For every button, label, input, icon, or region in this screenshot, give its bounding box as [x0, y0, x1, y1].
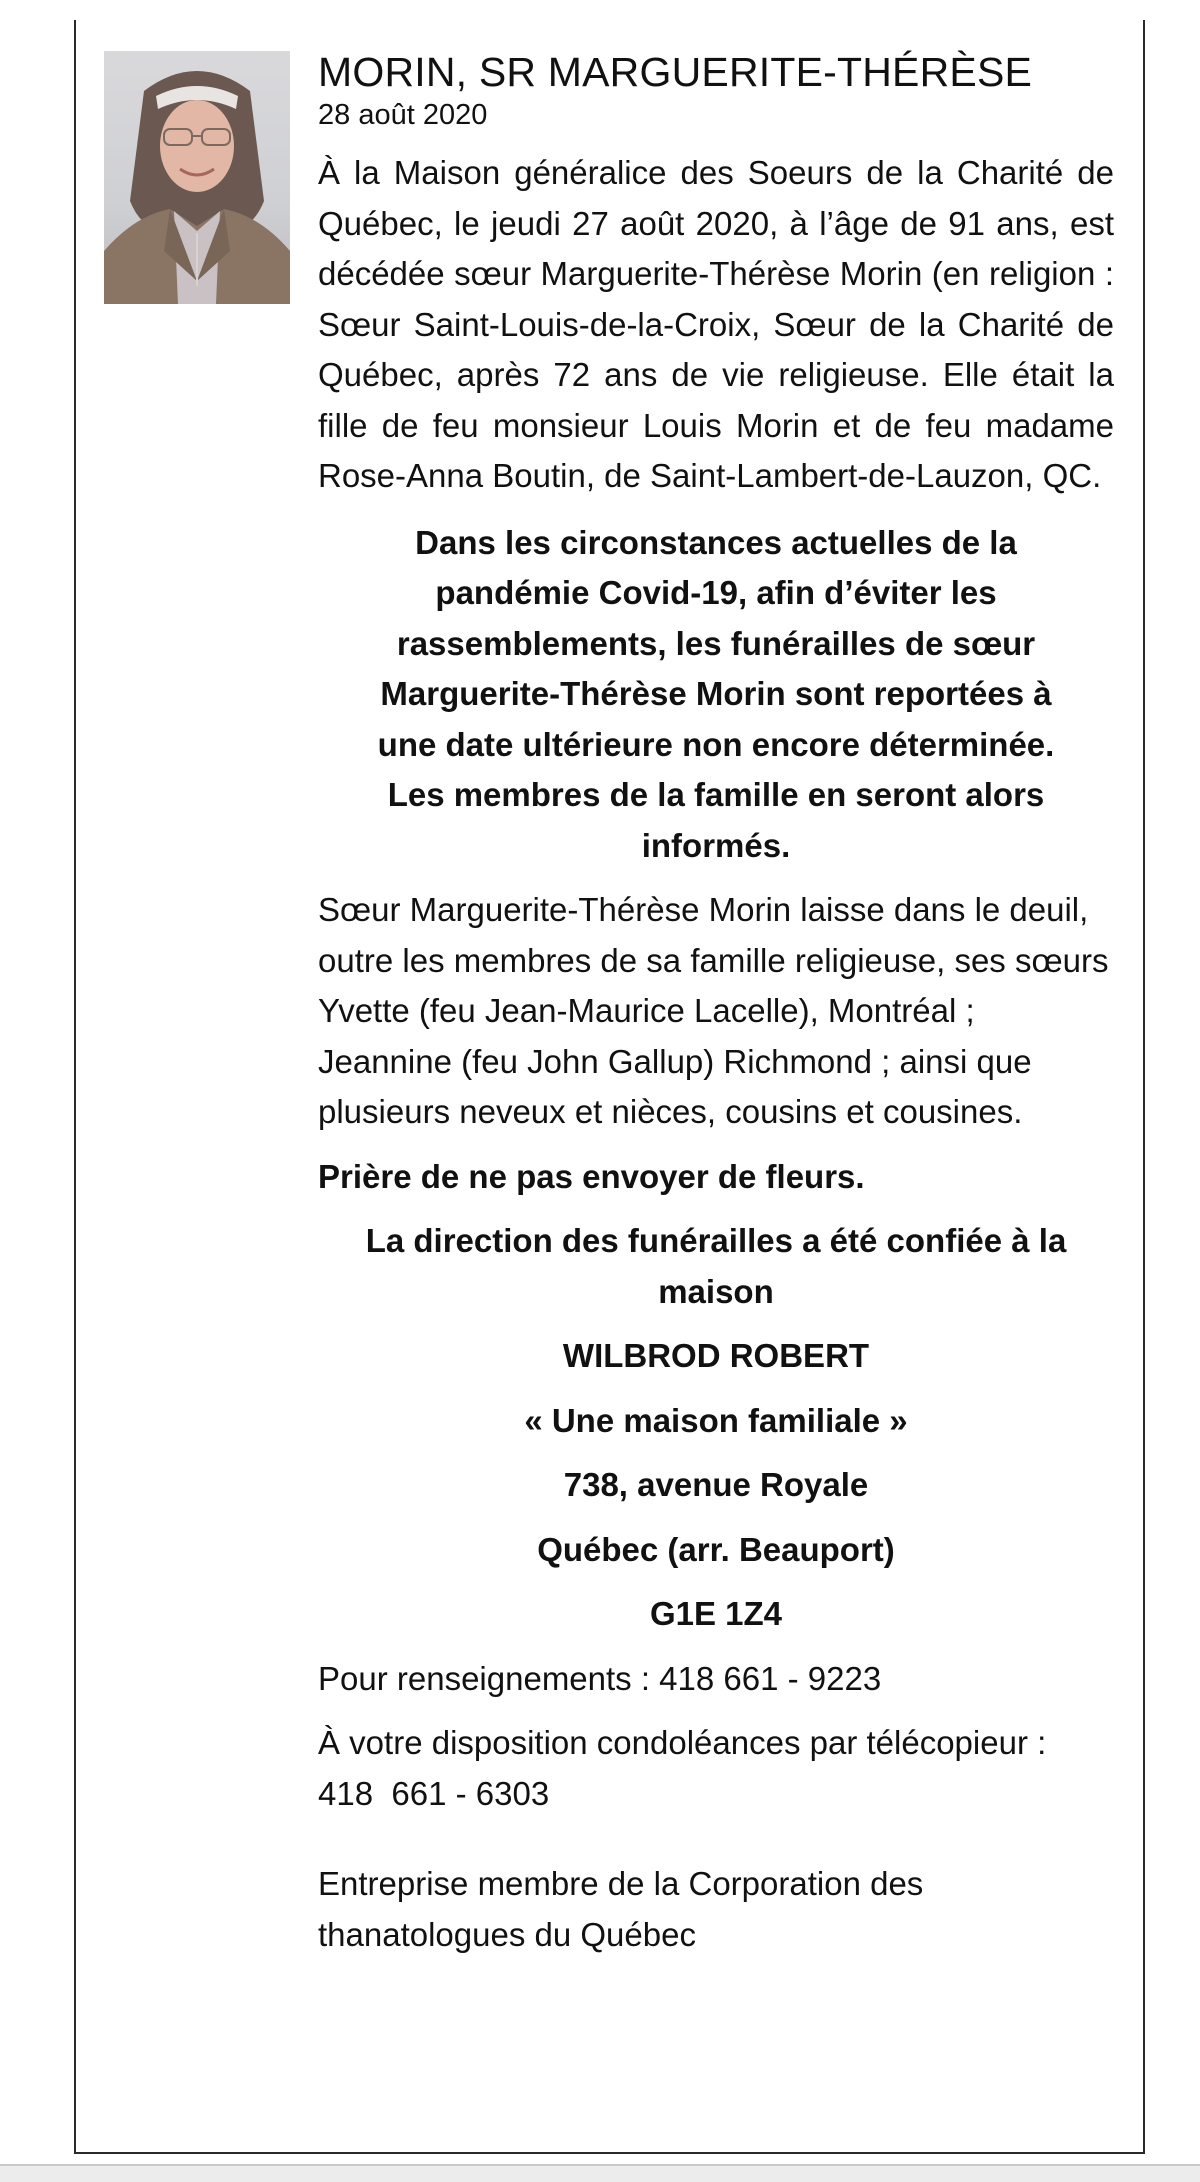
- funeral-direction: La direction des funérailles a été confiée à la maison: [365, 1222, 1067, 1310]
- no-flowers-notice: Prière de ne pas envoyer de fleurs.: [318, 1157, 865, 1195]
- funeral-home-street: 738, avenue Royale: [563, 1466, 869, 1503]
- membership-statement: Entreprise membre de la Corporation des thanatologues du Québec: [318, 1865, 924, 1953]
- fax-number: 418 661 - 6303: [318, 1774, 550, 1812]
- page-bottom-edge: [0, 2164, 1200, 2182]
- deceased-name: MORIN, SR MARGUERITE-THÉRÈSE: [318, 49, 1033, 95]
- funeral-home-city: Québec (arr. Beauport): [537, 1530, 895, 1568]
- family-paragraph: Sœur Marguerite-Thérèse Morin laisse dans le deuil, outre les membres de sa famille religieuse, ses sœurs Yvette (feu Jean-Maurice Lacelle), Montréal ; Jeannine (feu John Gallup) Richmond ; ainsi que plusieurs neveux et nièces, cousins et cousines.: [318, 891, 1109, 1130]
- funeral-home-name: WILBROD ROBERT: [562, 1337, 870, 1374]
- funeral-home-postal-code: G1E 1Z4: [649, 1595, 783, 1632]
- portrait-photo: [104, 51, 290, 304]
- covid-notice: Dans les circonstances actuelles de la pandémie Covid-19, afin d’éviter les rassemblements, les funérailles de sœur Marguerite-Thérèse Morin sont reportées à une date ultérieure non encore déterminée. Les membres de la famille en seront alors informés.: [377, 523, 1055, 864]
- funeral-home-slogan: « Une maison familiale »: [524, 1401, 908, 1439]
- obituary-content: [318, 48, 1114, 1960]
- info-phone: Pour renseignements : 418 661 - 9223: [318, 1659, 882, 1697]
- portrait-illustration: [104, 51, 290, 304]
- intro-paragraph: À la Maison généralice des Soeurs de la Charité de Québec, le jeudi 27 août 2020, à l’âge de 91 ans, est décédée sœur Marguerite-Thérèse Morin (en religion : Sœur Saint-Louis-de-la-Croix, Sœur de la Charité de Québec, après 72 ans de vie religieuse. Elle était la fille de feu monsieur Louis Morin et de feu madame Rose-Anna Boutin, de Saint-Lambert-de-Lauzon, QC.: [318, 154, 1114, 494]
- condolences-label: À votre disposition condoléances par télécopieur :: [318, 1724, 1047, 1761]
- condolences-block: [318, 1718, 1114, 1819]
- publication-date: 28 août 2020: [318, 99, 488, 131]
